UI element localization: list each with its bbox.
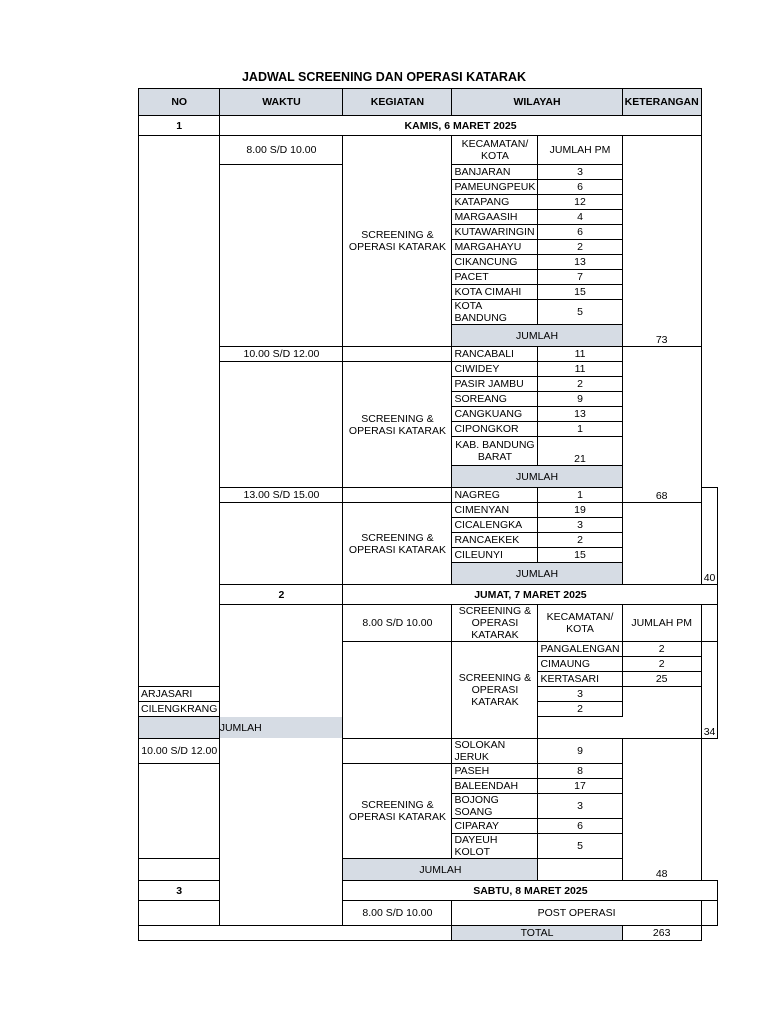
time-blank <box>343 642 452 739</box>
wilayah-count: 3 <box>538 794 622 819</box>
wilayah-name: MARGAHAYU <box>452 240 538 255</box>
activity-blank <box>343 739 452 764</box>
document-title: JADWAL SCREENING DAN OPERASI KATARAK <box>241 70 527 84</box>
wilayah-name: KOTA BANDUNG <box>452 300 538 325</box>
subheader-kecamatan: KECAMATAN/ KOTA <box>538 605 622 642</box>
wilayah-name: SOLOKAN JERUK <box>452 739 538 764</box>
session-activity: SCREENING & OPERASI KATARAK <box>452 605 538 642</box>
wilayah-name: BALEENDAH <box>452 779 538 794</box>
blank-cell <box>139 926 452 941</box>
session-activity: SCREENING & OPERASI KATARAK <box>343 764 452 859</box>
jumlah-label: JUMLAH <box>452 466 622 488</box>
header-wilayah: WILAYAH <box>452 89 622 116</box>
wilayah-name: KUTAWARINGIN <box>452 225 538 240</box>
wilayah-name: SOREANG <box>452 392 538 407</box>
subheader-jumlah-pm: JUMLAH PM <box>622 605 701 642</box>
time-blank <box>220 165 343 347</box>
session-total: 48 <box>622 739 701 881</box>
time-blank <box>220 503 343 585</box>
table-row <box>139 503 718 518</box>
wilayah-count: 11 <box>538 347 622 362</box>
wilayah-name: KOTA CIMAHI <box>452 285 538 300</box>
wilayah-count: 2 <box>538 702 622 717</box>
wilayah-name: RANCAEKEK <box>452 533 538 548</box>
day-number: 2 <box>220 585 343 605</box>
wilayah-count: 19 <box>538 503 622 518</box>
wilayah-name: PACET <box>452 270 538 285</box>
grand-total-label: TOTAL <box>452 926 622 941</box>
day-number: 1 <box>139 116 220 136</box>
day-row <box>139 585 718 605</box>
wilayah-count: 3 <box>538 518 622 533</box>
wilayah-count: 9 <box>538 739 622 764</box>
time-blank <box>139 764 220 859</box>
wilayah-count: 2 <box>538 377 622 392</box>
header-no: NO <box>139 89 220 116</box>
wilayah-count: 6 <box>538 180 622 195</box>
table-row <box>139 605 718 642</box>
activity-blank <box>343 347 452 362</box>
wilayah-name: CIKANCUNG <box>452 255 538 270</box>
wilayah-count: 25 <box>622 672 701 687</box>
session-total: 34 <box>701 642 718 739</box>
wilayah-name: CIMENYAN <box>452 503 538 518</box>
wilayah-count: 2 <box>538 240 622 255</box>
wilayah-name: KERTASARI <box>538 672 622 687</box>
session-time: 8.00 S/D 10.00 <box>220 136 343 165</box>
wilayah-count: 9 <box>538 392 622 407</box>
wilayah-count: 15 <box>538 285 622 300</box>
session-activity: SCREENING & OPERASI KATARAK <box>343 503 452 585</box>
wilayah-name: CANGKUANG <box>452 407 538 422</box>
wilayah-name: CIWIDEY <box>452 362 538 377</box>
session-activity: SCREENING & OPERASI KATARAK <box>452 642 538 739</box>
day-row <box>139 116 718 136</box>
time-blank <box>220 362 343 488</box>
wilayah-name: CIPONGKOR <box>452 422 538 437</box>
table-row <box>139 347 718 362</box>
wilayah-count: 6 <box>538 225 622 240</box>
wilayah-name: PAMEUNGPEUK <box>452 180 538 195</box>
day-date: KAMIS, 6 MARET 2025 <box>220 116 701 136</box>
wilayah-name: CIPARAY <box>452 819 538 834</box>
wilayah-name: MARGAASIH <box>452 210 538 225</box>
session-time: 8.00 S/D 10.00 <box>343 901 452 926</box>
blank-cell <box>139 859 343 881</box>
table-header-row <box>139 89 718 116</box>
wilayah-count: 11 <box>538 362 622 377</box>
wilayah-count: 2 <box>622 657 701 672</box>
wilayah-count: 5 <box>538 300 622 325</box>
wilayah-count: 13 <box>538 407 622 422</box>
table-row <box>139 136 718 165</box>
wilayah-name: PASIR JAMBU <box>452 377 538 392</box>
wilayah-count: 2 <box>538 533 622 548</box>
keterangan-blank <box>701 605 718 642</box>
wilayah-name: CILENGKRANG <box>139 702 220 717</box>
wilayah-name: CIMAUNG <box>538 657 622 672</box>
session-total: 68 <box>622 347 701 503</box>
wilayah-count: 4 <box>538 210 622 225</box>
wilayah-count: 1 <box>538 488 622 503</box>
header-waktu: WAKTU <box>220 89 343 116</box>
wilayah-name: PANGALENGAN <box>538 642 622 657</box>
activity-blank <box>343 488 452 503</box>
wilayah-name: RANCABALI <box>452 347 538 362</box>
wilayah-name: KAB. BANDUNG BARAT <box>452 437 538 466</box>
wilayah-count: 21 <box>538 437 622 466</box>
jumlah-label: JUMLAH <box>139 717 343 739</box>
wilayah-count: 12 <box>538 195 622 210</box>
session-time: 8.00 S/D 10.00 <box>343 605 452 642</box>
day-date: SABTU, 8 MARET 2025 <box>343 881 718 901</box>
wilayah-name: ARJASARI <box>139 687 220 702</box>
wilayah-name: KATAPANG <box>452 195 538 210</box>
subheader-jumlah-pm: JUMLAH PM <box>538 136 622 165</box>
wilayah-name: BANJARAN <box>452 165 538 180</box>
session-activity: SCREENING & OPERASI KATARAK <box>343 136 452 347</box>
session-time: 10.00 S/D 12.00 <box>139 739 220 764</box>
grand-total-row <box>139 926 718 941</box>
grand-total-value: 263 <box>622 926 701 941</box>
jumlah-label: JUMLAH <box>452 325 622 347</box>
wilayah-count: 6 <box>538 819 622 834</box>
wilayah-count: 3 <box>538 687 622 702</box>
session-time: 10.00 S/D 12.00 <box>220 347 343 362</box>
wilayah-count: 5 <box>538 834 622 859</box>
session-total: 73 <box>622 136 701 347</box>
wilayah-name: CILEUNYI <box>452 548 538 563</box>
wilayah-count: 2 <box>622 642 701 657</box>
header-keterangan: KETERANGAN <box>622 89 701 116</box>
session-activity: SCREENING & OPERASI KATARAK <box>343 362 452 488</box>
day-date: JUMAT, 7 MARET 2025 <box>343 585 718 605</box>
schedule-table <box>138 88 718 941</box>
wilayah-name: NAGREG <box>452 488 538 503</box>
subheader-kecamatan: KECAMATAN/ KOTA <box>452 136 538 165</box>
wilayah-name: CICALENGKA <box>452 518 538 533</box>
wilayah-count: 8 <box>538 764 622 779</box>
header-kegiatan: KEGIATAN <box>343 89 452 116</box>
wilayah-count: 3 <box>538 165 622 180</box>
wilayah-count: 15 <box>538 548 622 563</box>
wilayah-count: 7 <box>538 270 622 285</box>
no-cell-blank <box>139 901 220 926</box>
jumlah-label: JUMLAH <box>343 859 538 881</box>
wilayah-name: DAYEUH KOLOT <box>452 834 538 859</box>
wilayah-count: 17 <box>538 779 622 794</box>
wilayah-name: PASEH <box>452 764 538 779</box>
wilayah-name: BOJONG SOANG <box>452 794 538 819</box>
session-total: 40 <box>701 488 718 585</box>
jumlah-label: JUMLAH <box>452 563 622 585</box>
wilayah-count: 13 <box>538 255 622 270</box>
post-operasi: POST OPERASI <box>452 901 701 926</box>
no-cell-blank <box>139 136 220 687</box>
keterangan-blank <box>701 901 718 926</box>
session-time: 13.00 S/D 15.00 <box>220 488 343 503</box>
wilayah-count: 1 <box>538 422 622 437</box>
day-number: 3 <box>139 881 220 901</box>
